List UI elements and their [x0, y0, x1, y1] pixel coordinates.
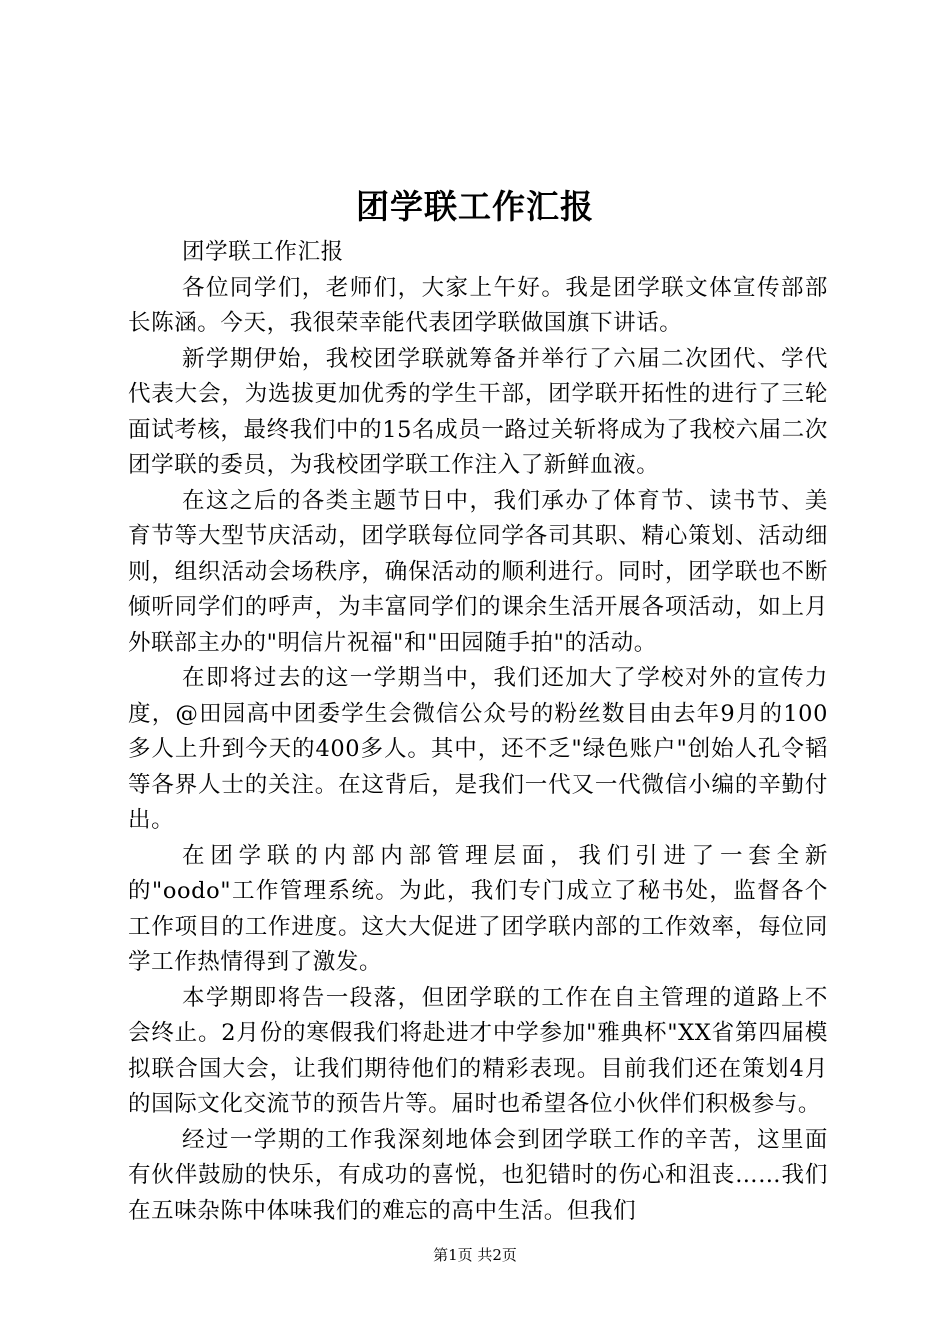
paragraph-greeting: 各位同学们，老师们，大家上午好。我是团学联文体宣传部部长陈涵。今天，我很荣幸能代表团学联做国旗下讲话。 — [128, 274, 828, 336]
page-footer: 第1页 共2页 — [433, 1246, 517, 1264]
paragraph-congress: 新学期伊始，我校团学联就筹备并举行了六届二次团代、学代代表大会，为选拔更加优秀的学生干部，团学联开拓性的进行了三轮面试考核，最终我们中的15名成员一路过关斩将成为了我校六届二次团学联的委员，为我校团学联工作注入了新鲜血液。 — [128, 345, 828, 478]
document-title: 团学联工作汇报 — [356, 187, 594, 226]
paragraph-publicity: 在即将过去的这一学期当中，我们还加大了学校对外的宣传力度，@田园高中团委学生会微信公众号的粉丝数目由去年9月的100多人上升到今天的400多人。其中，还不乏"绿色账户"创始人孔令韬等各界人士的关注。在这背后，是我们一代又一代微信小编的辛勤付出。 — [128, 665, 828, 833]
paragraph-plans: 本学期即将告一段落，但团学联的工作在自主管理的道路上不会终止。2月份的寒假我们将赴进才中学参加"雅典杯"XX省第四届模拟联合国大会，让我们期待他们的精彩表现。目前我们还在策划4月的国际文化交流节的预告片等。届时也希望各位小伙伴们积极参与。 — [128, 984, 828, 1117]
document-body — [128, 235, 828, 1229]
paragraph-heading: 团学联工作汇报 — [182, 239, 344, 265]
paragraph-reflection: 经过一学期的工作我深刻地体会到团学联工作的辛苦，这里面有伙伴鼓励的快乐，有成功的喜悦，也犯错时的伤心和沮丧……我们在五味杂陈中体味我们的难忘的高中生活。但我们 — [128, 1126, 828, 1224]
paragraph-festivals: 在这之后的各类主题节日中，我们承办了体育节、读书节、美育节等大型节庆活动，团学联每位同学各司其职、精心策划、活动细则，组织活动会场秩序，确保活动的顺利进行。同时，团学联也不断倾听同学们的呼声，为丰富同学们的课余生活开展各项活动，如上月外联部主办的"明信片祝福"和"田园随手拍"的活动。 — [128, 487, 828, 656]
paragraph-management: 在团学联的内部内部管理层面，我们引进了一套全新的"oodo"工作管理系统。为此，我们专门成立了秘书处，监督各个工作项目的工作进度。这大大促进了团学联内部的工作效率，每位同学工作热情得到了激发。 — [128, 842, 828, 975]
